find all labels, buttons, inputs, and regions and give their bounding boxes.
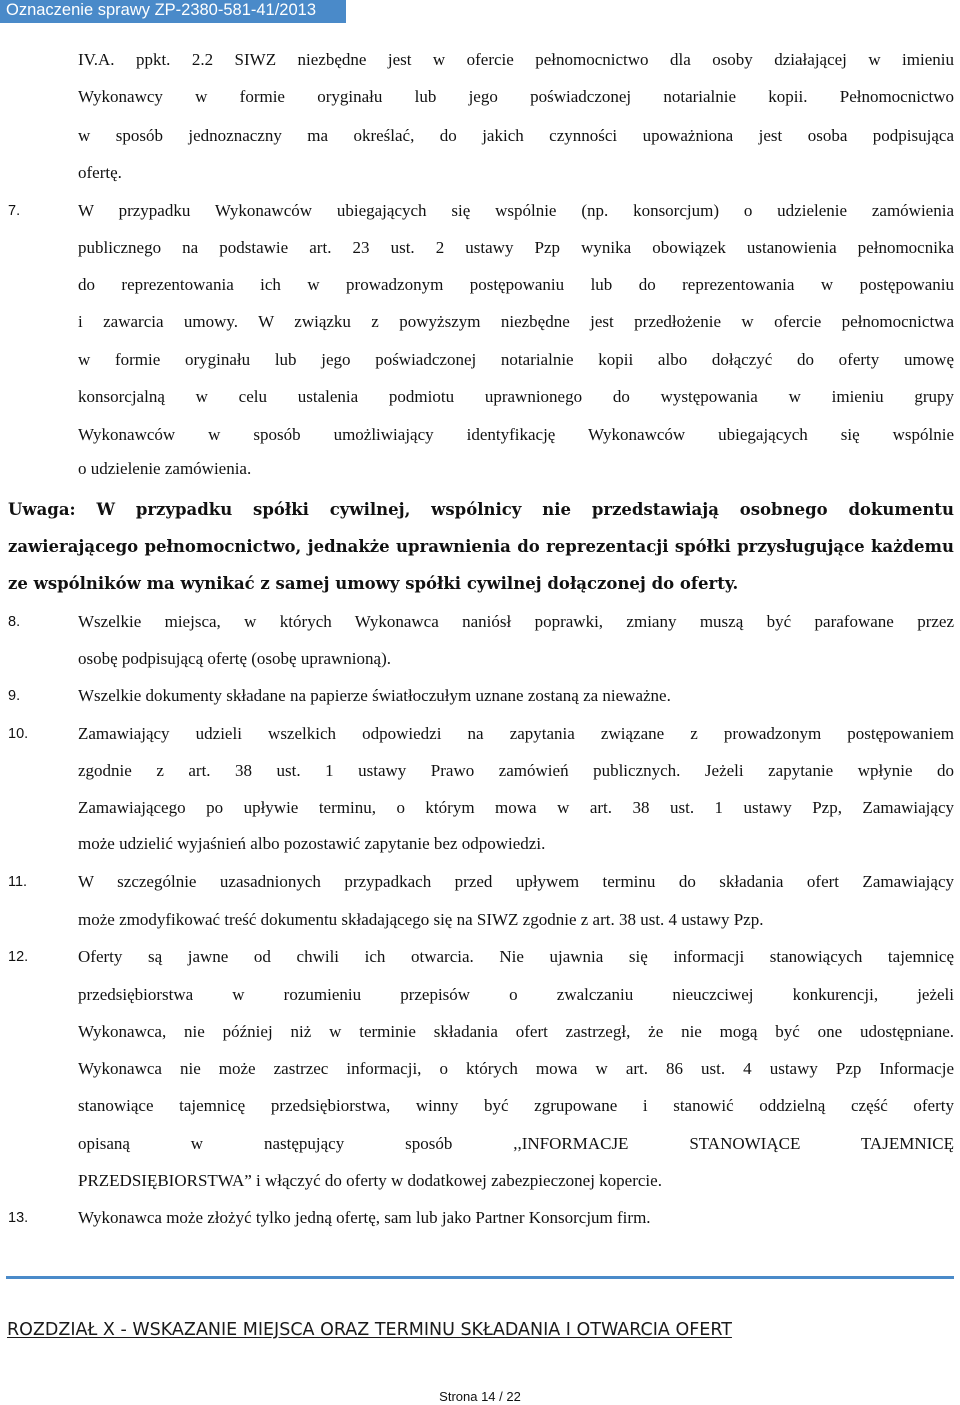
paragraph-line: publicznego na podstawie art. 23 ust. 2 ustawy Pzp wynika obowiązek ustanowienia pełnomocnika <box>78 238 954 257</box>
document-header-bar <box>0 0 346 23</box>
paragraph-line: IV.A. ppkt. 2.2 SIWZ niezbędne jest w ofercie pełnomocnictwo dla osoby działającej w imieniu <box>78 50 954 69</box>
note-text-line: ze wspólników ma wynikać z samej umowy spółki cywilnej dołączonej do oferty. <box>8 574 739 593</box>
paragraph-line: opisaną w następujący sposób ,,INFORMACJE STANOWIĄCE TAJEMNICĘ <box>78 1134 954 1153</box>
paragraph-line: konsorcjalną w celu ustalenia podmiotu uprawnionego do występowania w imieniu grupy <box>78 387 954 406</box>
paragraph-line: Oferty są jawne od chwili ich otwarcia. Nie ujawnia się informacji stanowiących tajemnicę <box>78 947 954 966</box>
paragraph-line: Zamawiający udzieli wszelkich odpowiedzi na zapytania związane z prowadzonym postępowaniem <box>78 724 954 743</box>
paragraph-line: i zawarcia umowy. W związku z powyższym niezbędne jest przedłożenie w ofercie pełnomocnictwa <box>78 312 954 331</box>
note-text-line: zawierającego pełnomocnictwo, jednakże uprawnienia do reprezentacji spółki przysługujące każdemu <box>8 537 954 556</box>
paragraph-line: W szczególnie uzasadnionych przypadkach przed upływem terminu do składania ofert Zamawiający <box>78 872 954 891</box>
paragraph-line: przedsiębiorstwa w rozumieniu przepisów o zwalczaniu nieuczciwej konkurencji, jeżeli <box>78 985 954 1004</box>
paragraph-line: o udzielenie zamówienia. <box>78 459 252 478</box>
paragraph-line: może zmodyfikować treść dokumentu składającego się na SIWZ zgodnie z art. 38 ust. 4 ustawy Pzp. <box>78 910 764 929</box>
paragraph-line: Wykonawców w sposób umożliwiający identyfikację Wykonawców ubiegających się wspólnie <box>78 425 954 444</box>
paragraph-line: Zamawiającego po upływie terminu, o którym mowa w art. 38 ust. 1 ustawy Pzp, Zamawiający <box>78 798 954 817</box>
list-item-number: 9. <box>8 688 21 704</box>
paragraph-line: w sposób jednoznaczny ma określać, do jakich czynności upoważniona jest osoba podpisująca <box>78 126 954 145</box>
paragraph-line: Wykonawca, nie później niż w terminie składania ofert zastrzegł, że nie mogą być one udostępniane. <box>78 1022 954 1041</box>
paragraph-line: osobę podpisującą ofertę (osobę uprawnioną). <box>78 649 391 668</box>
paragraph-line: Wszelkie dokumenty składane na papierze światłoczułym uznane zostaną za nieważne. <box>78 686 671 705</box>
paragraph-line: w formie oryginału lub jego poświadczonej notarialnie kopii albo dołączyć do oferty umowę <box>78 350 954 369</box>
list-item-number: 13. <box>8 1210 29 1226</box>
paragraph-line: Wykonawcy w formie oryginału lub jego poświadczonej notarialnie kopii. Pełnomocnictwo <box>78 87 954 106</box>
paragraph-line: może udzielić wyjaśnień albo pozostawić zapytanie bez odpowiedzi. <box>78 834 546 853</box>
paragraph-line: PRZEDSIĘBIORSTWA” i włączyć do oferty w dodatkowej zabezpieczonej kopercie. <box>78 1171 662 1190</box>
paragraph-line: do reprezentowania ich w prowadzonym postępowaniu lub do reprezentowania w postępowaniu <box>78 275 954 294</box>
list-item-number: 7. <box>8 203 21 219</box>
paragraph-line: zgodnie z art. 38 ust. 1 ustawy Prawo zamówień publicznych. Jeżeli zapytanie wpłynie do <box>78 761 954 780</box>
paragraph-line: Wykonawca nie może zastrzec informacji, o których mowa w art. 86 ust. 4 ustawy Pzp Informacje <box>78 1059 954 1078</box>
list-item-number: 8. <box>8 614 21 630</box>
list-item-number: 10. <box>8 726 29 742</box>
paragraph-line: ofertę. <box>78 163 122 182</box>
paragraph-line: Wszelkie miejsca, w których Wykonawca naniósł poprawki, zmiany muszą być parafowane przez <box>78 612 954 631</box>
page-number: Strona 14 / 22 <box>439 1389 521 1404</box>
section-divider <box>6 1276 954 1279</box>
paragraph-line: stanowiące tajemnicę przedsiębiorstwa, winny być zgrupowane i stanowić oddzielną część oferty <box>78 1096 954 1115</box>
note-text-line: Uwaga: W przypadku spółki cywilnej, wspólnicy nie przedstawiają osobnego dokumentu <box>8 500 954 519</box>
list-item-number: 12. <box>8 949 29 965</box>
list-item-number: 11. <box>8 874 28 890</box>
paragraph-line: Wykonawca może złożyć tylko jedną ofertę, sam lub jako Partner Konsorcjum firm. <box>78 1208 651 1227</box>
paragraph-line: W przypadku Wykonawców ubiegających się wspólnie (np. konsorcjum) o udzielenie zamówienia <box>78 201 954 220</box>
case-reference: Oznaczenie sprawy ZP-2380-581-41/2013 <box>6 1 317 19</box>
section-heading: ROZDZIAŁ X - WSKAZANIE MIEJSCA ORAZ TERMINU SKŁADANIA I OTWARCIA OFERT <box>7 1320 732 1340</box>
